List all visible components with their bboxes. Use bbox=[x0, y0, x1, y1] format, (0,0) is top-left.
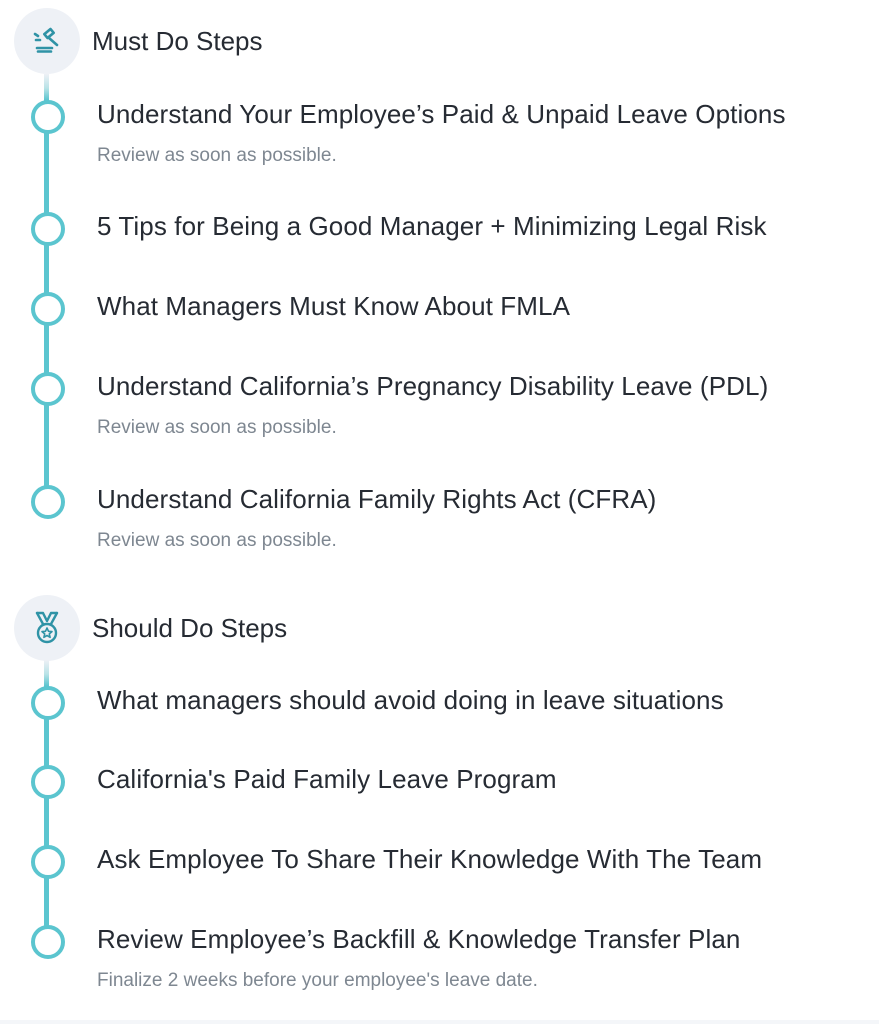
step-title[interactable]: 5 Tips for Being a Good Manager + Minimizing Legal Risk bbox=[97, 211, 767, 241]
bottom-divider bbox=[0, 1020, 879, 1024]
step-node-icon bbox=[31, 372, 65, 406]
step-note: Review as soon as possible. bbox=[97, 530, 337, 551]
step-item[interactable] bbox=[0, 924, 879, 991]
medal-icon bbox=[14, 595, 80, 661]
step-title[interactable]: California's Paid Family Leave Program bbox=[97, 764, 557, 794]
step-note: Review as soon as possible. bbox=[97, 417, 337, 438]
step-item[interactable] bbox=[0, 685, 879, 715]
step-item[interactable] bbox=[0, 484, 879, 551]
step-note: Finalize 2 weeks before your employee's leave date. bbox=[97, 970, 538, 991]
step-note: Review as soon as possible. bbox=[97, 145, 337, 166]
step-node-icon bbox=[31, 292, 65, 326]
step-node-icon bbox=[31, 765, 65, 799]
step-item[interactable] bbox=[0, 291, 879, 321]
step-node-icon bbox=[31, 925, 65, 959]
must-do-title: Must Do Steps bbox=[92, 25, 263, 56]
should-do-title: Should Do Steps bbox=[92, 612, 288, 643]
step-item[interactable] bbox=[0, 844, 879, 874]
step-node-icon bbox=[31, 485, 65, 519]
step-item[interactable] bbox=[0, 764, 879, 794]
should-do-header bbox=[14, 595, 287, 661]
step-node-icon bbox=[31, 212, 65, 246]
step-title[interactable]: Review Employee’s Backfill & Knowledge Transfer Plan bbox=[97, 924, 741, 954]
step-node-icon bbox=[31, 845, 65, 879]
gavel-icon bbox=[14, 8, 80, 74]
step-item[interactable] bbox=[0, 99, 879, 166]
step-title[interactable]: What Managers Must Know About FMLA bbox=[97, 291, 571, 321]
step-node-icon bbox=[31, 100, 65, 134]
step-node-icon bbox=[31, 686, 65, 720]
step-title[interactable]: Understand California’s Pregnancy Disability Leave (PDL) bbox=[97, 371, 769, 401]
step-item[interactable] bbox=[0, 371, 879, 438]
step-item[interactable] bbox=[0, 211, 879, 241]
must-do-header bbox=[14, 8, 263, 74]
step-title[interactable]: Ask Employee To Share Their Knowledge With The Team bbox=[97, 844, 763, 874]
step-title[interactable]: Understand California Family Rights Act (CFRA) bbox=[97, 484, 657, 514]
step-title[interactable]: Understand Your Employee’s Paid & Unpaid Leave Options bbox=[97, 99, 786, 129]
step-title[interactable]: What managers should avoid doing in leave situations bbox=[97, 685, 724, 715]
